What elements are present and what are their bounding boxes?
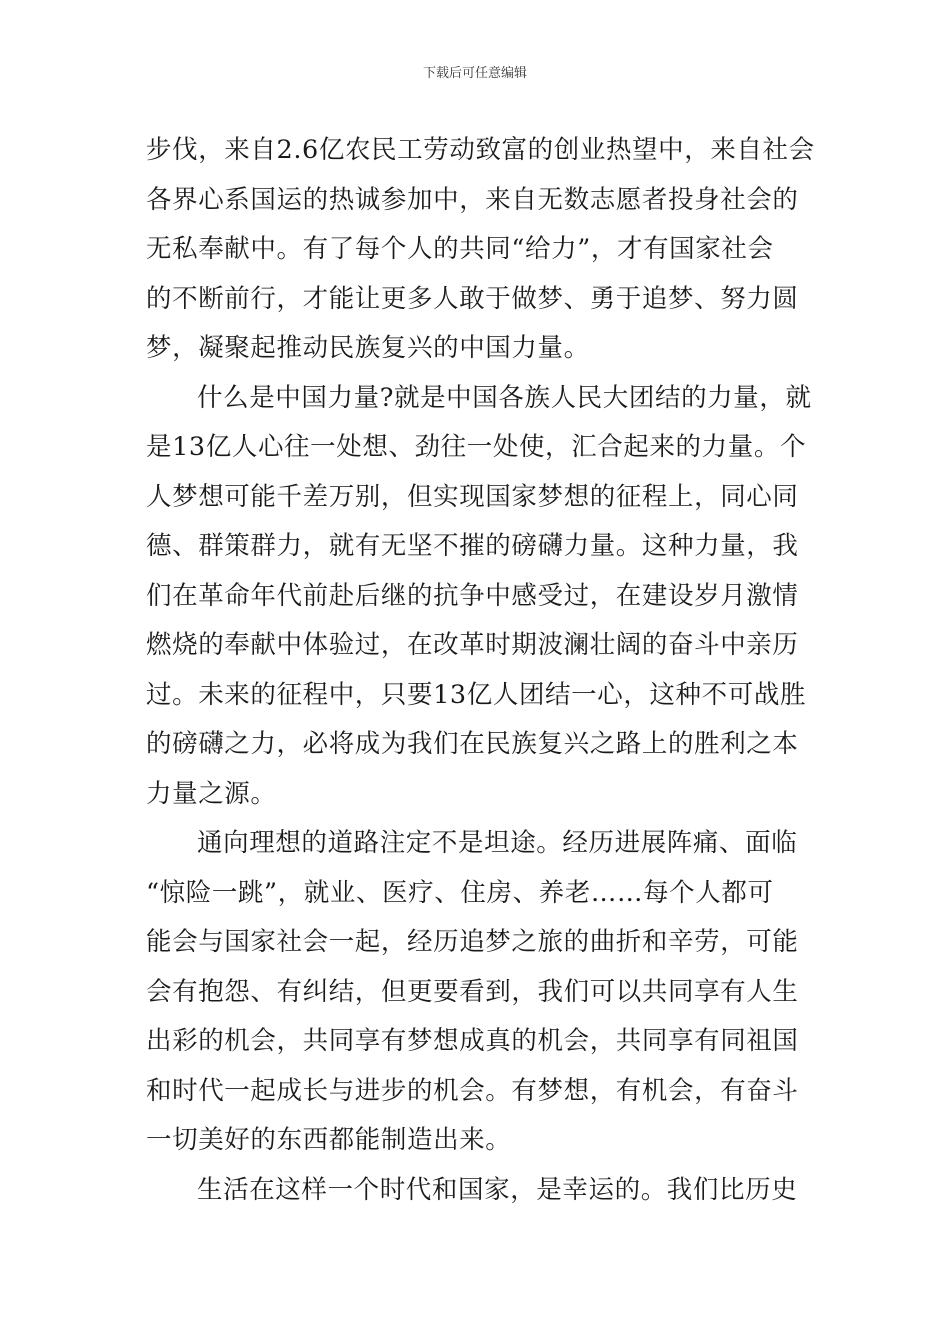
text-line: 和时代一起成长与进步的机会。有梦想，有机会，有奋斗 [146, 1075, 799, 1106]
text-line: 步伐，来自2.6亿农民工劳动致富的创业热望中，来自社会 [146, 135, 815, 165]
text-line: 什么是中国力量?就是中国各族人民大团结的力量，就 [197, 382, 812, 413]
text-line: 会有抱怨、有纠结，但更要看到，我们可以共同享有人生 [146, 976, 799, 1007]
text-line: 是13亿人心往一处想、劲往一处使，汇合起来的力量。个 [146, 432, 807, 462]
document-body [146, 126, 815, 1215]
text-line: 各界心系国运的热诚参加中，来自无数志愿者投身社会的 [146, 184, 799, 215]
text-line: 过。未来的征程中，只要13亿人团结一心，这种不可战胜 [146, 679, 807, 710]
text-line: “惊险一跳”，就业、医疗、住房、养老……每个人都可 [146, 877, 774, 908]
text-line: 的不断前行，才能让更多人敢于做梦、勇于追梦、努力圆 [146, 283, 799, 314]
text-line: 能会与国家社会一起，经历追梦之旅的曲折和辛劳，可能 [146, 927, 799, 957]
text-line: 们在革命年代前赴后继的抗争中感受过，在建设岁月激情 [146, 580, 799, 611]
paragraph [146, 374, 812, 820]
text-line: 力量之源。 [146, 778, 277, 809]
text-line: 的磅礴之力，必将成为我们在民族复兴之路上的胜利之本 [146, 729, 799, 759]
text-line: 出彩的机会，共同享有梦想成真的机会，共同享有同祖国 [146, 1026, 799, 1056]
paragraph [146, 819, 812, 1166]
text-line: 人梦想可能千差万别，但实现国家梦想的征程上，同心同 [146, 481, 799, 512]
page-header: 下载后可任意编辑 [422, 66, 527, 81]
text-line: 一切美好的东西都能制造出来。 [146, 1125, 512, 1155]
paragraph [146, 1166, 812, 1216]
text-line: 生活在这样一个时代和国家，是幸运的。我们比历史 [197, 1174, 798, 1205]
text-line: 通向理想的道路注定不是坦途。经历进展阵痛、面临 [197, 828, 798, 858]
text-line: 梦，凝聚起推动民族复兴的中国力量。 [146, 333, 590, 363]
text-line: 无私奉献中。有了每个人的共同“给力”，才有国家社会 [146, 234, 774, 264]
text-line: 燃烧的奉献中体验过，在改革时期波澜壮阔的奋斗中亲历 [146, 630, 799, 660]
text-line: 德、群策群力，就有无坚不摧的磅礴力量。这种力量，我 [146, 531, 799, 561]
paragraph [146, 126, 815, 374]
